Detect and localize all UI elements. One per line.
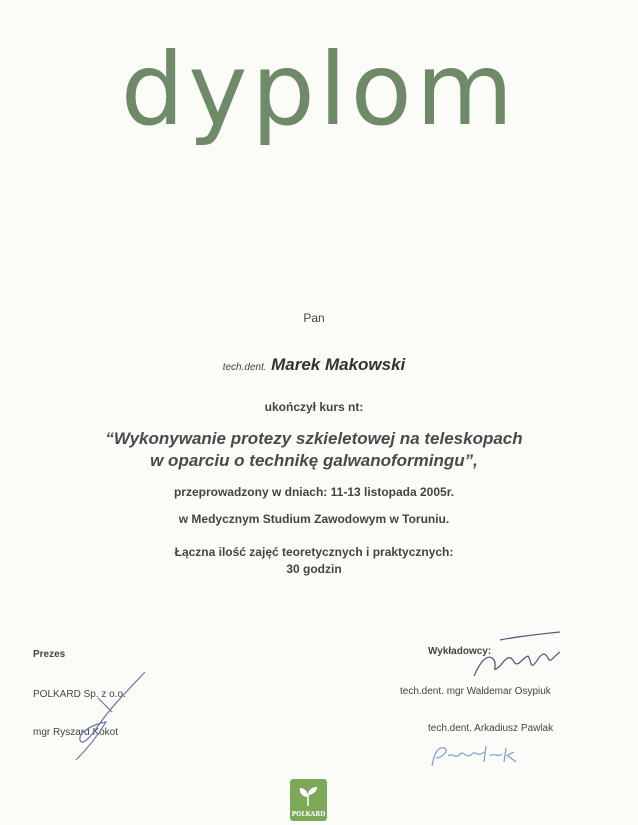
course-place: w Medycznym Studium Zawodowym w Toruniu. (178, 512, 450, 526)
left-signatory-company: POLKARD Sp. z o.o. (33, 689, 126, 700)
lecturer-1: tech.dent. mgr Waldemar Osypiuk (400, 686, 551, 697)
lecturer-2: tech.dent. Arkadiusz Pawlak (428, 723, 554, 734)
diploma-title: dyplom (120, 31, 518, 148)
completed-label: ukończył kurs nt: (264, 400, 364, 414)
logo-text: POLKARD (291, 811, 326, 818)
right-signature-mark (470, 632, 562, 682)
right-signatory-role: Wykładowcy: (428, 646, 492, 657)
course-dates: przeprowadzony w dniach: 11-13 listopada 2005r. (173, 485, 455, 499)
left-signatory-role: Prezes (33, 649, 66, 660)
left-signatory-name: mgr Ryszard Kokot (33, 727, 119, 738)
recipient-line (0, 355, 628, 375)
recipient-prefix: tech.dent. (222, 362, 267, 373)
course-title-line-1: “Wykonywanie protezy szkieletowej na teleskopach (105, 429, 523, 448)
leaf-icon (297, 785, 320, 807)
course-title-line-2: w oparciu o technikę galwanoformingu”, (150, 451, 478, 470)
left-signature-mark (60, 668, 155, 768)
polkard-logo (290, 779, 327, 821)
hours-label: Łączna ilość zajęć teoretycznych i praktycznych: (174, 545, 454, 559)
salutation: Pan (303, 311, 325, 325)
lecturer-2-signature-mark (428, 742, 520, 772)
recipient-name: Marek Makowski (271, 355, 406, 374)
hours-value: 30 godzin (286, 562, 342, 576)
